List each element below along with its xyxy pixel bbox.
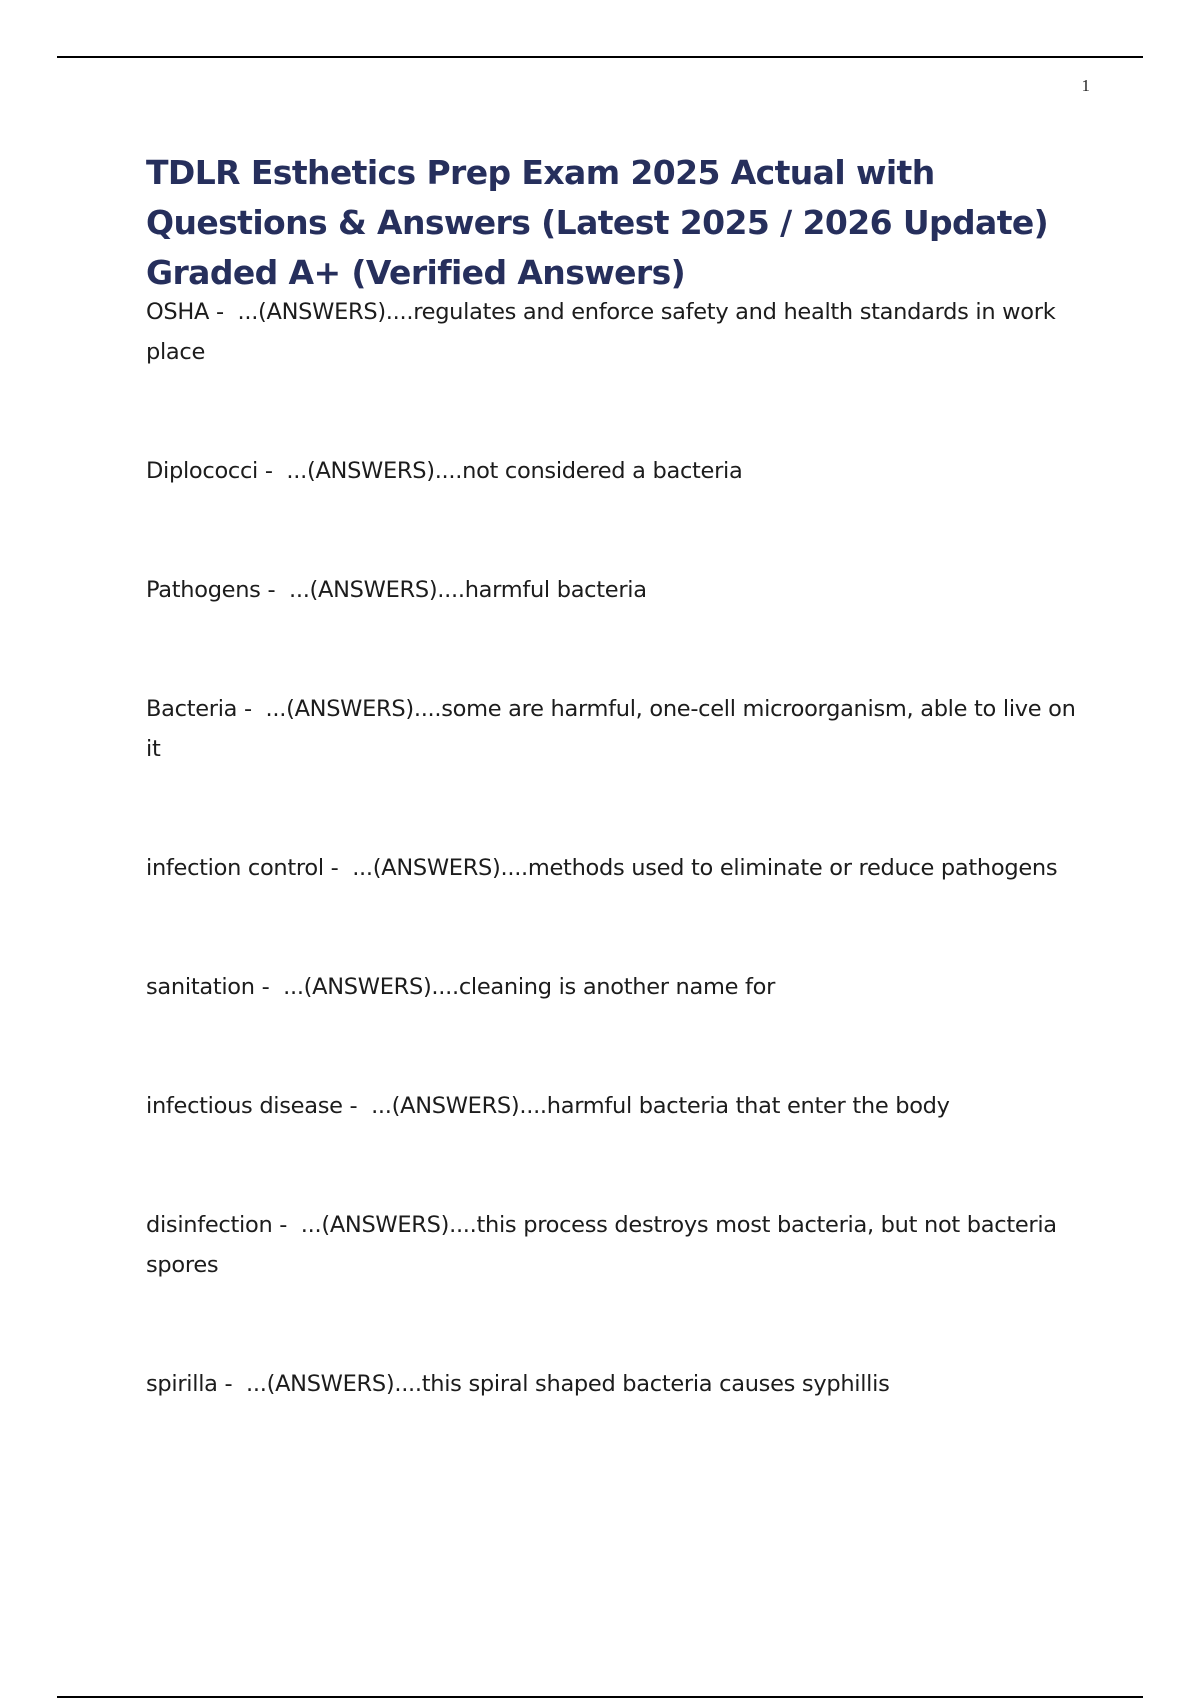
qa-answer: ...(ANSWERS)....some are harmful, one-cell microorganism, able to live on it	[146, 696, 1076, 762]
qa-answer: ...(ANSWERS)....this spiral shaped bacteria causes syphillis	[246, 1371, 890, 1397]
qa-item	[146, 1364, 1092, 1404]
qa-separator: -	[217, 1371, 247, 1397]
qa-term: Pathogens	[146, 577, 261, 603]
qa-term: disinfection	[146, 1212, 273, 1238]
qa-answer: ...(ANSWERS)....harmful bacteria	[289, 577, 647, 603]
document-title: TDLR Esthetics Prep Exam 2025 Actual with Questions & Answers (Latest 2025 / 2026 Update) Graded A+ (Verified Answers)	[146, 153, 1049, 292]
qa-separator: -	[272, 1212, 301, 1238]
page-number: 1	[1081, 76, 1090, 95]
qa-item	[146, 292, 1092, 372]
qa-item	[146, 570, 1092, 610]
qa-term: Diplococci	[146, 458, 259, 484]
qa-answer: ...(ANSWERS)....cleaning is another name for	[283, 974, 776, 1000]
qa-term: OSHA	[146, 299, 210, 325]
qa-separator: -	[260, 577, 289, 603]
qa-answer: ...(ANSWERS)....regulates and enforce safety and health standards in work place	[146, 299, 1056, 365]
qa-separator: -	[254, 974, 284, 1000]
qa-term: infectious disease	[146, 1093, 343, 1119]
qa-separator: -	[323, 855, 353, 881]
qa-answer: ...(ANSWERS)....harmful bacteria that enter the body	[371, 1093, 950, 1119]
header-rule	[57, 56, 1143, 58]
qa-answer: ...(ANSWERS)....this process destroys most bacteria, but not bacteria spores	[146, 1212, 1057, 1278]
qa-item	[146, 848, 1092, 888]
qa-term: spirilla	[146, 1371, 218, 1397]
qa-term: sanitation	[146, 974, 255, 1000]
qa-item	[146, 1205, 1092, 1285]
qa-term: Bacteria	[146, 696, 238, 722]
qa-item	[146, 451, 1092, 491]
qa-item	[146, 689, 1092, 769]
qa-answer: ...(ANSWERS)....not considered a bacteria	[286, 458, 743, 484]
qa-item	[146, 1086, 1092, 1126]
qa-separator: -	[342, 1093, 372, 1119]
qa-term: infection control	[146, 855, 324, 881]
qa-separator: -	[237, 696, 266, 722]
footer-rule	[57, 1696, 1143, 1698]
qa-separator: -	[258, 458, 287, 484]
qa-item	[146, 967, 1092, 1007]
qa-answer: ...(ANSWERS)....methods used to eliminate or reduce pathogens	[352, 855, 1058, 881]
qa-separator: -	[209, 299, 238, 325]
document-content	[146, 148, 1092, 1404]
